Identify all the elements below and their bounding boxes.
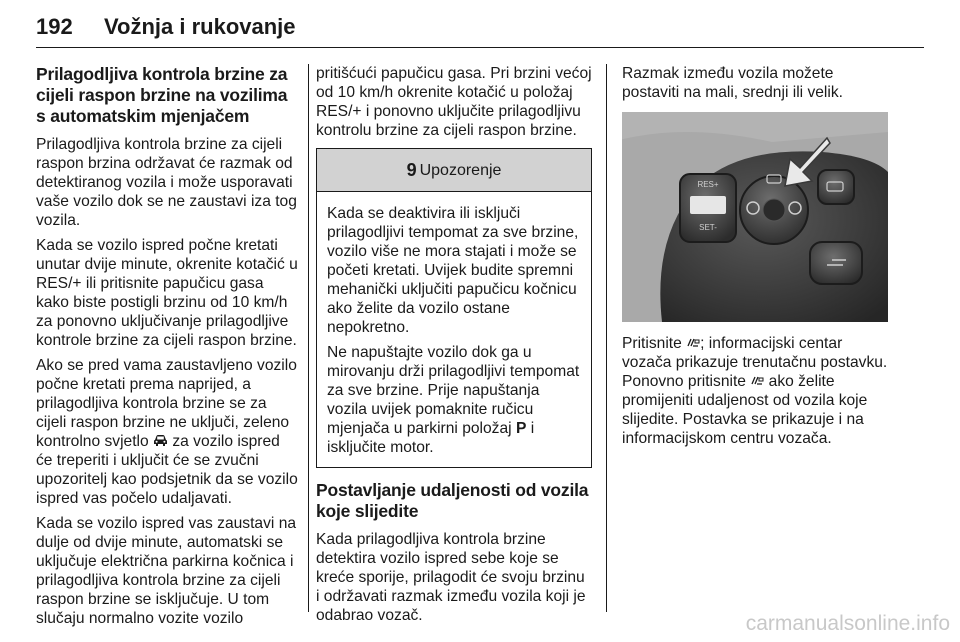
paragraph-text: Ako se pred vama zaustavljeno vozilo počne kretati prema naprijed, a prilagodljiva kontrola brzine se za cijeli raspon brzine ne uključi, zeleno kontrolno svjetlo [36, 357, 297, 450]
column-3 [622, 64, 888, 454]
warning-paragraph: Kada se deaktivira ili isključi prilagodljivi tempomat za sve brzine, vozilo više ne mora stajati i može se početi kretati. Uvijek budite spremni mehanički uključiti papučicu kočnicu ako želite da vozilo ostane nepokretno. [327, 205, 579, 336]
paragraph-text: Pritisnite [622, 335, 682, 352]
warning-box [316, 148, 592, 468]
set-label: SET- [699, 223, 717, 232]
section-heading: Postavljanje udaljenosti od vozila koje slijedite [316, 480, 589, 521]
warning-paragraph [327, 343, 581, 457]
paragraph: Kada prilagodljiva kontrola brzine detektira vozilo ispred sebe koje se kreće sporije, prilagodit će svoju brzinu i održavati razmak između vozila koji je odabrao vozač. [316, 531, 586, 624]
car-front-icon [153, 433, 168, 450]
paragraph: Razmak između vozila možete postaviti na mali, srednji ili velik. [622, 65, 843, 101]
warning-icon: 9 [406, 159, 417, 180]
column-1 [36, 64, 300, 634]
watermark[interactable]: carmanualsonline.info [745, 612, 950, 635]
running-head: Vožnja i rukovanje [104, 14, 296, 39]
page-number: 192 [36, 14, 73, 39]
column-2 [316, 64, 592, 631]
header-rule [36, 47, 924, 48]
paragraph: Kada se vozilo ispred vas zaustavi na dulje od dvije minute, automatski se uključuje električna parkirna kočnica i prilagodljiva kontrola brzine za cijeli raspon brzine se isključuje. U tom slučaju normalno vozite vozilo [36, 515, 297, 627]
res-label: RES+ [697, 180, 719, 189]
paragraph-text: ; informacijski centar vozača prikazuje trenutačnu postavku. Ponovno pritisnite [622, 335, 888, 390]
gear-position: P [515, 420, 527, 437]
paragraph-text: ako želite promijeniti udaljenost od vozila koje slijedite. Postavka se prikazuje i na informacijskom centru vozača. [622, 373, 868, 447]
warning-body [317, 192, 591, 467]
section-heading: Prilagodljiva kontrola brzine za cijeli raspon brzine na vozilima s automatskim mjenjačem [36, 64, 288, 126]
steering-wheel-illustration [622, 112, 888, 322]
following-distance-icon [686, 336, 700, 351]
warning-title: Upozorenje [419, 161, 502, 179]
paragraph [36, 356, 300, 508]
warning-text: Ne napuštajte vozilo dok ga u mirovanju drži prilagodljivi tempomat za sve brzine. Prije napuštanja vozila uvijek pomaknite ručicu mjenjača u parkirni položaj [327, 344, 580, 437]
paragraph: pritišćući papučicu gasa. Pri brzini većoj od 10 km/h okrenite kotačić u položaj RES/+ i ponovno uključite prilagodljivu kontrolu brzine za cijeli raspon brzine. [316, 65, 592, 139]
warning-header [317, 149, 591, 192]
paragraph: Kada se vozilo ispred počne kretati unutar dvije minute, okrenite kotačić u RES/+ ili pritisnite papučicu gasa kako biste postigli brzinu od 10 km/h za ponovno uključivanje prilagodljive kontrole brzine za cijeli raspon brzine. [36, 237, 298, 349]
following-distance-icon [750, 374, 764, 389]
column-rule-2 [606, 64, 607, 612]
paragraph-text: za vozilo ispred će treperiti i uključit će se zvučni upozoritelj kao podsjetnik da se vozilo ispred vas počelo udaljavati. [36, 433, 298, 507]
paragraph: Prilagodljiva kontrola brzine za cijeli raspon brzina održavat će razmak od detektiranog vozila i može usporavati vaše vozilo dok se ne zaustavi iza tog vozila. [36, 136, 297, 229]
warning-text: i isključite motor. [327, 420, 535, 456]
steering-wheel-controls-figure [622, 112, 888, 322]
column-rule-1 [308, 64, 309, 612]
paragraph [622, 334, 888, 448]
